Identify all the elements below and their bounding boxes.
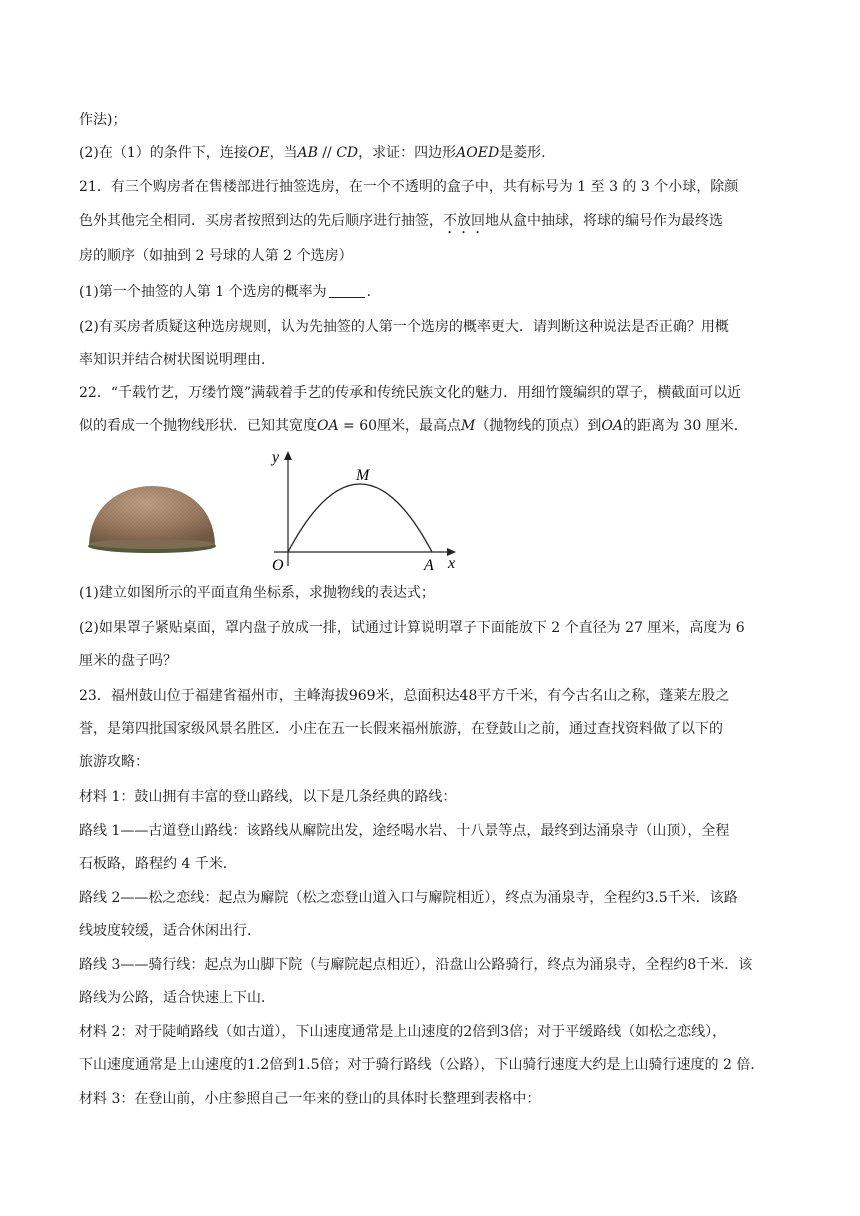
y-axis-arrow-icon: [284, 451, 292, 460]
q23-route-1-line-1: 路线 1——古道登山路线：该路线从廨院出发，途经喝水岩、十八景等点，最终到达涌泉寺（山顶），全程: [79, 823, 730, 839]
text-fragment: 作法)；: [79, 112, 127, 128]
q23-line-2: 誉，是第四批国家级风景名胜区．小庄在五一长假来福州旅游，在登鼓山之前，通过查找资料做了以下的: [79, 721, 723, 737]
text-fragment: (2)在（1）的条件下，连接: [79, 145, 248, 161]
point-a-label: A: [424, 557, 434, 574]
q23-material-3: 材料 3：在登山前，小庄参照自己一年来的登山的具体时长整理到表格中：: [79, 1091, 541, 1107]
text-fragment: （抛物线的顶点）到: [475, 418, 602, 434]
q22-part1: (1)建立如图所示的平面直角坐标系，求抛物线的表达式；: [79, 585, 435, 601]
q23-material-2-line-1: 材料 2：对于陡峭路线（如古道），下山速度通常是上山速度的2倍到3倍；对于平缓路线（如松之恋线），: [79, 1024, 727, 1040]
q22-part2-line-2: 厘米的盘子吗？: [79, 653, 177, 669]
origin-label: O: [272, 557, 284, 574]
math-aoed: AOED: [456, 145, 500, 161]
math-oe: OE: [247, 145, 270, 161]
parallel-symbol: //: [317, 145, 337, 161]
text-fragment: 地从盒中抽球，将球的编号作为最终选: [485, 213, 723, 229]
text-fragment: 色外其他完全相同．买房者按照到达的先后顺序进行抽签，: [79, 213, 443, 229]
q23-line-1: 23．福州鼓山位于福建省福州市，主峰海拔969米，总面积达48平方千米，有今古名山之称，蓬莱左股之: [79, 688, 730, 704]
math-oa: OA: [317, 418, 339, 434]
q22-line-1: 22．“千载竹艺，万缕竹篾”满载着手艺的传承和传统民族文化的魅力．用细竹篾编织的罩子，横截面可以近: [79, 385, 742, 401]
q23-route-3-line-1: 路线 3——骑行线：起点为山脚下院（与廨院起点相近），沿盘山公路骑行，终点为涌泉寺，全程约8千米．该: [79, 957, 753, 973]
math-ab: AB: [297, 145, 318, 161]
q23-route-1-line-2: 石板路，路程约 4 千米．: [79, 856, 237, 872]
q22-figure: [79, 448, 479, 578]
q21-part2-line-2: 率知识并结合树状图说明理由．: [79, 352, 275, 368]
q20-part2-line: [79, 143, 789, 163]
q22-line-2: [79, 416, 789, 436]
parabola-graph: [264, 448, 464, 576]
text-line-method: [79, 110, 789, 130]
text-fragment: 的距离为 30 厘米．: [622, 418, 748, 434]
q22-part2-line-1: (2)如果罩子紧贴桌面，罩内盘子放成一排，试通过计算说明罩子下面能放下 2 个直径为 27 厘米，高度为 6: [79, 620, 745, 636]
q23-line-3: 旅游攻略：: [79, 754, 149, 770]
q23-material-1: 材料 1：鼓山拥有丰富的登山路线，以下是几条经典的路线：: [79, 789, 457, 805]
vertex-m-label: M: [356, 467, 370, 484]
text-fragment: (1)第一个抽签的人第 1 个选房的概率为: [79, 284, 327, 300]
q21-line-3: 房的顺序（如抽到 2 号球的人第 2 个选房）: [79, 248, 353, 264]
x-axis-label: x: [448, 555, 456, 572]
text-fragment: = 60厘米，最高点: [338, 418, 462, 434]
text-fragment: ，当: [269, 145, 298, 161]
q23-route-2-line-1: 路线 2——松之恋线：起点为廨院（松之恋登山道入口与廨院相近），终点为涌泉寺，全程约3.5千米．该路: [79, 890, 738, 906]
math-m: M: [461, 418, 476, 434]
math-oa: OA: [601, 418, 623, 434]
text-fragment: ，求证：四边形: [358, 145, 457, 161]
q23-route-2-line-2: 线坡度较缓，适合休闲出行．: [79, 923, 261, 939]
bamboo-cover-photo: [85, 482, 219, 562]
text-fragment: 是菱形.: [499, 145, 546, 161]
parabola-curve: [288, 484, 432, 552]
emphasis-no-replacement: 不放回: [443, 213, 485, 229]
q21-line-1: 21．有三个购房者在售楼部进行抽签选房，在一个不透明的盒子中，共有标号为 1 至 3 的 3 个小球，除颜: [79, 179, 739, 195]
q21-part1: [79, 282, 789, 302]
q23-material-2-line-2: 下山速度通常是上山速度的1.2倍到1.5倍；对于骑行路线（公路），下山骑行速度大约是上山骑行速度的 2 倍．: [79, 1057, 765, 1073]
q21-part2-line-1: (2)有买房者质疑这种选房规则，认为先抽签的人第一个选房的概率更大．请判断这种说法是否正确？用概: [79, 319, 729, 335]
q21-line-2: [79, 211, 789, 237]
text-fragment: ．: [366, 284, 381, 300]
math-cd: CD: [336, 145, 359, 161]
q23-route-3-line-2: 路线为公路，适合快速上下山．: [79, 990, 275, 1006]
y-axis-label: y: [272, 449, 280, 466]
text-fragment: 似的看成一个抛物线形状．已知其宽度: [79, 418, 317, 434]
answer-blank[interactable]: [329, 283, 365, 298]
